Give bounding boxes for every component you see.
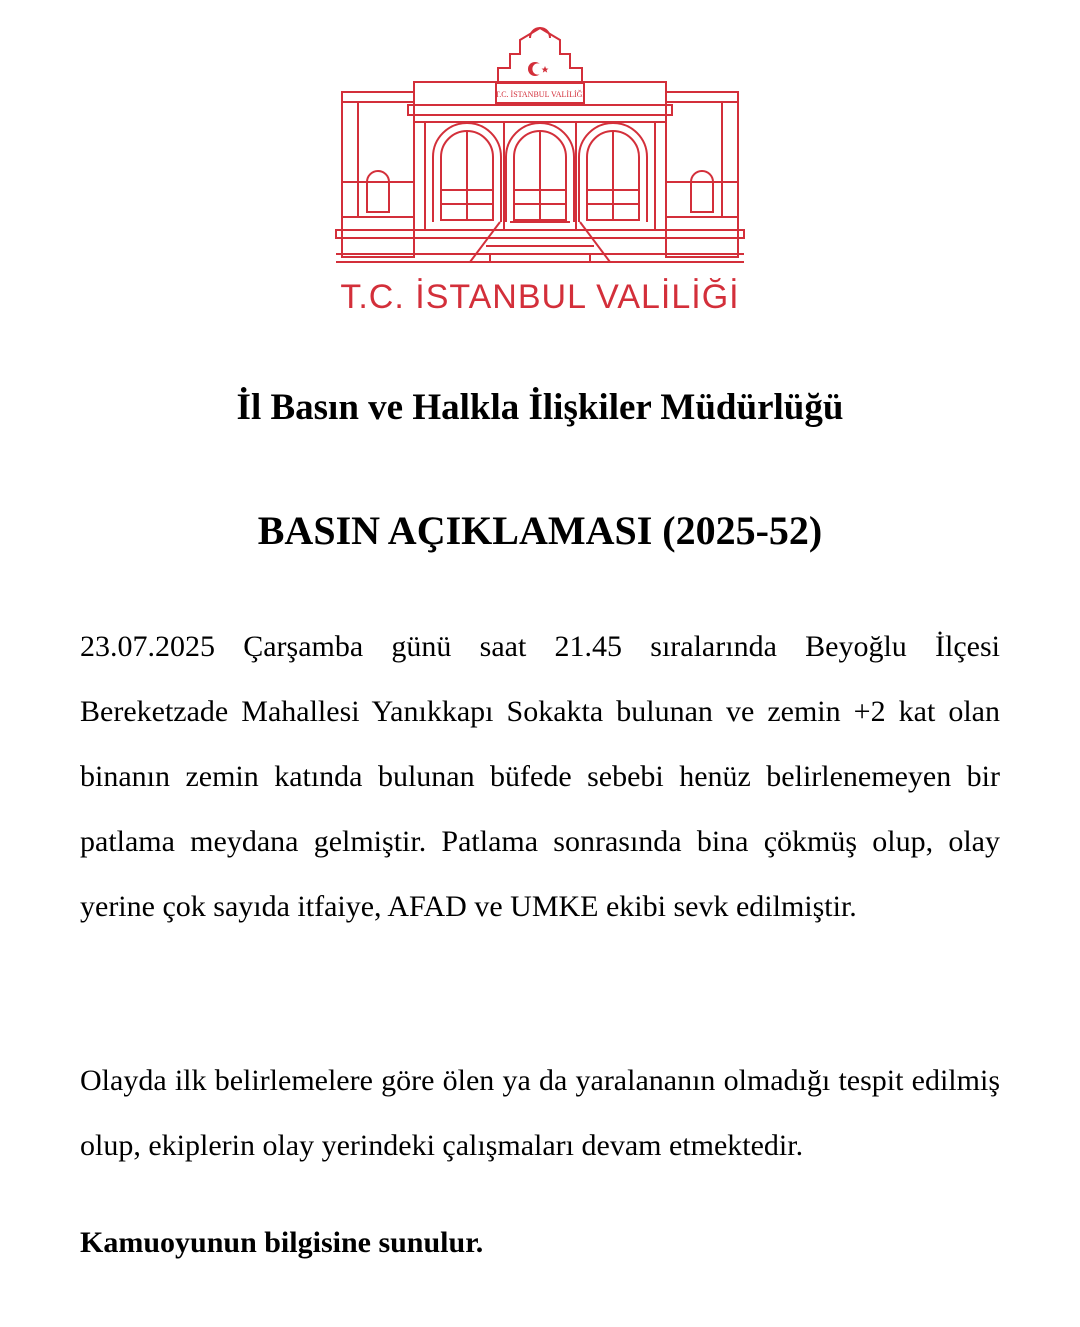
department-heading: İl Basın ve Halkla İlişkiler Müdürlüğü bbox=[236, 387, 844, 428]
building-icon bbox=[330, 22, 750, 322]
body-paragraph-2: Olayda ilk belirlemelere göre ölen ya da yaralananın olmadığı tespit edilmiş olup, ekiplerin olay yerindeki çalışmaları devam etmektedir. bbox=[80, 1064, 1000, 1162]
istanbul-governorship-logo bbox=[330, 22, 750, 322]
press-release-title: BASIN AÇIKLAMASI (2025-52) bbox=[257, 508, 823, 553]
logo-caption: T.C. İSTANBUL VALİLİĞİ bbox=[340, 278, 740, 316]
body-paragraph-1: 23.07.2025 Çarşamba günü saat 21.45 sıralarında Beyoğlu İlçesi Bereketzade Mahallesi Yanıkkapı Sokakta bulunan ve zemin +2 kat olan binanın zemin katında bulunan büfede sebebi henüz belirlenemeyen bir patlama meydana gelmiştir. Patlama sonrasında bina çökmüş olup, olay yerine çok sayıda itfaiye, AFAD ve UMKE ekibi sevk edilmiştir. bbox=[80, 630, 1000, 923]
closing-statement: Kamuoyunun bilgisine sunulur. bbox=[80, 1226, 484, 1259]
logo-building-sign: T.C. İSTANBUL VALİLİĞİ bbox=[494, 90, 586, 99]
